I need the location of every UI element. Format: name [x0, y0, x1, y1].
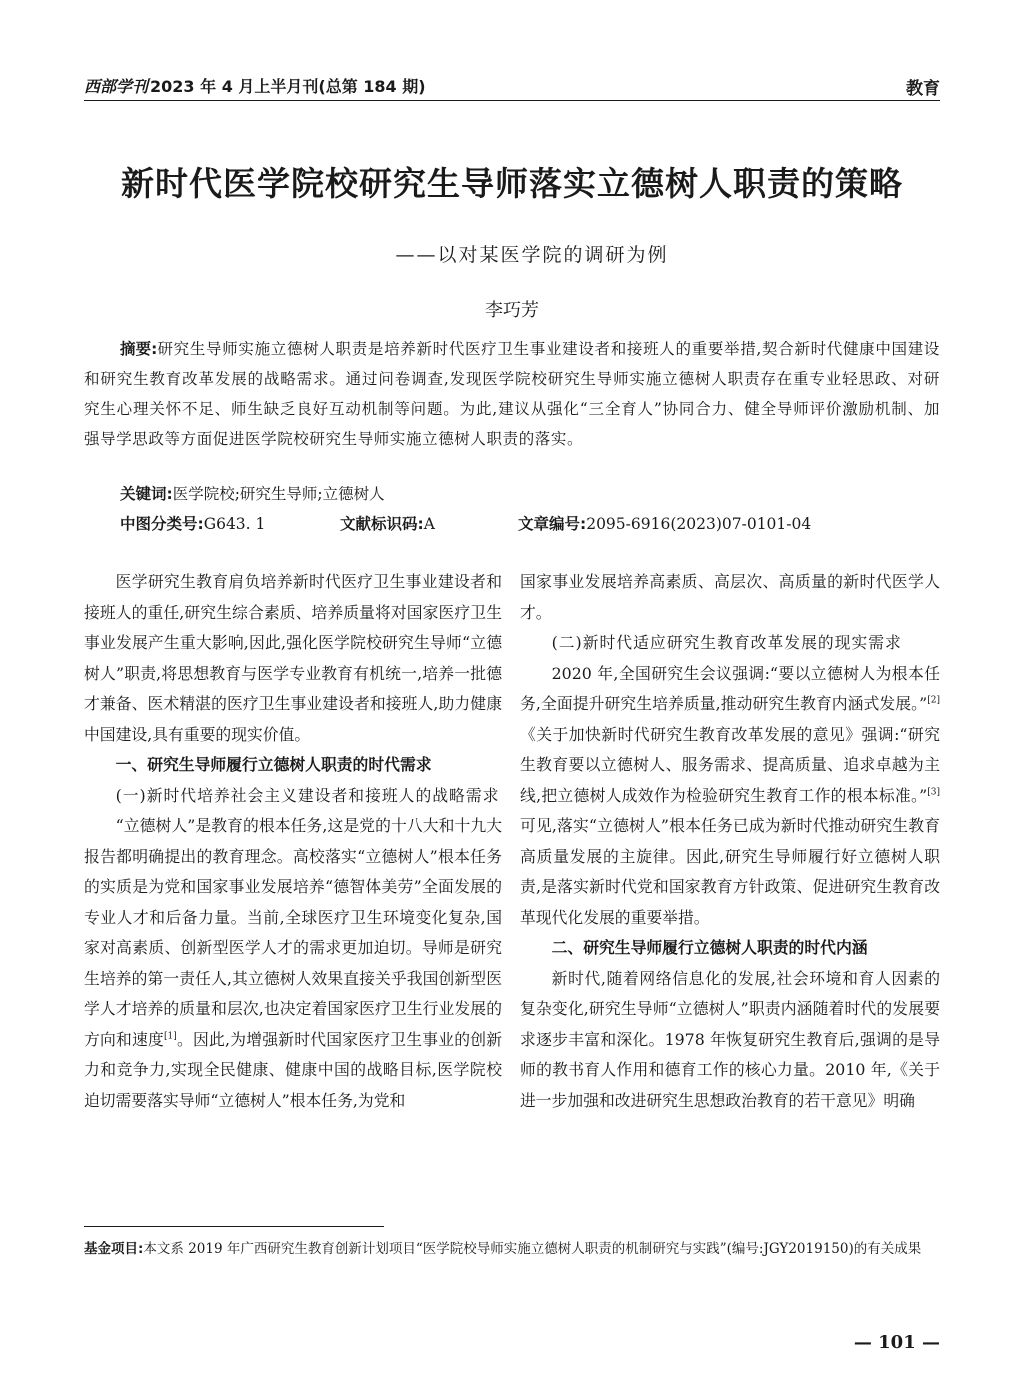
section-heading-1: 一、研究生导师履行立德树人职责的时代需求: [115, 755, 432, 774]
section-heading-2: 二、研究生导师履行立德树人职责的时代内涵: [551, 938, 868, 957]
footnote-text: 本文系 2019 年广西研究生教育创新计划项目“医学院校导师实施立德树人职责的机制研究与实践”(编号:JGY2019150)的有关成果: [143, 1241, 922, 1257]
citation-ref: [2]: [927, 695, 940, 706]
clc-value: G643. 1: [203, 515, 266, 533]
article-title: 新时代医学院校研究生导师落实立德树人职责的策略: [121, 164, 903, 203]
article-number: [518, 512, 811, 534]
document-code: [340, 512, 435, 534]
body-paragraph: [520, 659, 940, 934]
paragraph-text: 2020 年,全国研究生会议强调:“要以立德树人为根本任务,全面提升研究生培养质量,推动研究生教育内涵式发展。”: [520, 663, 940, 713]
journal-logo: 西部学刊: [84, 77, 149, 96]
footnote-rule: [84, 1226, 384, 1227]
paragraph-text: 《关于加快新时代研究生教育改革发展的意见》强调:“研究生教育要以立德树人、服务需求、提高质量、追求卓越为主线,把立德树人成效作为检验研究生教育工作的根本标准。”: [520, 724, 940, 805]
subsection-heading-1-1: (一)新时代培养社会主义建设者和接班人的战略需求: [115, 785, 500, 805]
keywords-text: 医学院校;研究生导师;立德树人: [172, 485, 385, 503]
continued-paragraph: 国家事业发展培养高素质、高层次、高质量的新时代医学人才。: [520, 572, 940, 622]
paragraph-text: “立德树人”是教育的根本任务,这是党的十八大和十九大报告都明确提出的教育理念。高校落实“立德树人”根本任务的实质是为党和国家事业发展培养“德智体美劳”全面发展的专业人才和后备力量。当前,全球医疗卫生环境变化复杂,国家对高素质、创新型医学人才的需求更加迫切。导师是研究生培养的第一责任人,其立德树人效果直接关乎我国创新型医学人才培养的质量和层次,也决定着国家医疗卫生行业发展的方向和速度: [84, 816, 502, 1049]
abstract-text: 研究生导师实施立德树人职责是培养新时代医疗卫生事业建设者和接班人的重要举措,契合新时代健康中国建设和研究生教育改革发展的战略需求。通过问卷调查,发现医学院校研究生导师实施立德树人职责存在重专业轻思政、对研究生心理关怀不足、师生缺乏良好互动机制等问题。为此,建议从强化“三全育人”协同合力、健全导师评价激励机制、加强导学思政等方面促进医学院校研究生导师实施立德树人职责的落实。: [84, 340, 940, 448]
body-paragraph: 新时代,随着网络信息化的发展,社会环境和育人因素的复杂变化,研究生导师“立德树人”职责内涵随着时代的发展要求逐步丰富和深化。1978 年恢复研究生教育后,强调的是导师的教书育人作用和德育工作的核心力量。2010 年,《关于进一步加强和改进研究生思想政治教育的若干意见》明确: [520, 968, 940, 1110]
section-name: 教育: [906, 79, 940, 99]
paragraph-text: 。因此,为增强新时代国家医疗卫生事业的创新力和竞争力,实现全民健康、健康中国的战略目标,医学院校迫切需要落实导师“立德树人”根本任务,为党和: [84, 1029, 502, 1110]
paragraph-text: 可见,落实“立德树人”根本任务已成为新时代推动研究生教育高质量发展的主旋律。因此,研究生导师履行好立德树人职责,是落实新时代党和国家教育方针政策、促进研究生教育改革现代化发展的重要举措。: [520, 816, 940, 927]
issue-info: 2023 年 4 月上半月刊(总第 184 期): [150, 77, 426, 96]
article-subtitle: ——以对某医学院的调研为例: [395, 244, 669, 266]
subsection-heading-1-2: (二)新时代适应研究生教育改革发展的现实需求: [551, 633, 902, 652]
citation-ref: [3]: [927, 787, 940, 798]
abstract: [84, 334, 940, 454]
body-paragraph: [84, 811, 502, 1116]
footnote-label: 基金项目:: [84, 1241, 144, 1257]
clc-label: 中图分类号:: [120, 515, 204, 533]
keywords: [120, 482, 385, 504]
funding-footnote: [84, 1236, 940, 1262]
doc-label: 文献标识码:: [340, 515, 424, 533]
journal-issue: [84, 74, 426, 97]
citation-ref: [1]: [164, 1031, 177, 1042]
left-column: [84, 567, 502, 1116]
article-label: 文章编号:: [518, 515, 587, 533]
running-header: [84, 72, 940, 101]
clc-number: [120, 512, 265, 534]
article-value: 2095-6916(2023)07-0101-04: [586, 515, 812, 533]
doc-value: A: [423, 515, 435, 533]
right-column: [520, 567, 940, 1116]
abstract-label: 摘要:: [120, 340, 158, 358]
page-number: — 101 —: [853, 1332, 940, 1353]
keywords-label: 关键词:: [120, 485, 173, 503]
author-name: 李巧芳: [485, 300, 539, 321]
intro-paragraph: 医学研究生教育肩负培养新时代医疗卫生事业建设者和接班人的重任,研究生综合素质、培养质量将对国家医疗卫生事业发展产生重大影响,因此,强化医学院校研究生导师“立德树人”职责,将思想教育与医学专业教育有机统一,培养一批德才兼备、医术精湛的医疗卫生事业建设者和接班人,助力健康中国建设,具有重要的现实价值。: [84, 572, 502, 744]
